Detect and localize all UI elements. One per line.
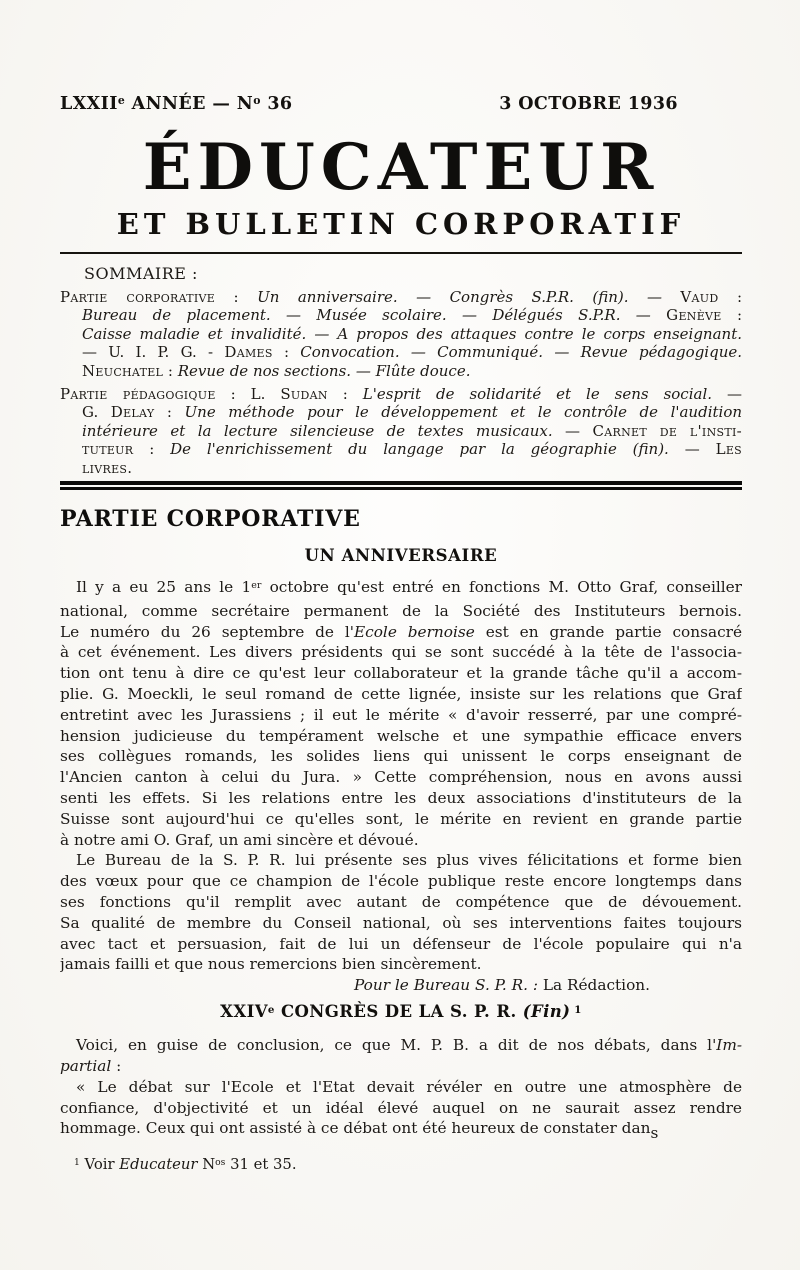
article-subheading: UN ANNIVERSAIRE xyxy=(304,546,498,566)
issue-number: LXXIIe ANNÉE — $N^o$ 36 xyxy=(60,94,293,114)
text-line: plie. G. Moeckli, le seul romand de cette lignée, insiste sur les relations que Graf xyxy=(60,685,742,704)
text-line: Le numéro du 26 septembre de l'Ecole bernoise est en grande partie consacré xyxy=(60,622,742,641)
text-line: Neuchatel : Revue de nos sections. — Flûte douce. xyxy=(82,361,471,380)
sommaire-section xyxy=(60,265,742,478)
text-line: Le Bureau de la S. P. R. lui présente ses plus vives félicitations et forme bien xyxy=(76,851,742,870)
text-line: Sa qualité de membre du Conseil national, où ses interventions faites toujours xyxy=(60,913,742,932)
paragraph-congress-intro xyxy=(60,1035,742,1077)
text-line: tion ont tenu à dire ce qu'est leur collaborateur et la grande tâche qu'il a accom- xyxy=(60,664,742,683)
text-line: hommage. Ceux qui ont assisté à ce débat ont été heureux de constater dans xyxy=(60,1119,659,1140)
paragraph-congress-quote xyxy=(60,1077,742,1139)
sommaire-label: SOMMAIRE : xyxy=(84,264,198,283)
paragraph-anniversaire-2 xyxy=(60,850,742,975)
text-line: — U. I. P. G. - Dames : Convocation. — Communiqué. — Revue pédagogique. xyxy=(82,343,742,362)
text-line: intérieure et la lecture silencieuse de textes musicaux. — Carnet de l'insti- xyxy=(82,421,742,440)
journal-subtitle: ET BULLETIN CORPORATIF xyxy=(116,207,686,241)
text-line: national, comme secrétaire permanent de la Société des Instituteurs bernois. xyxy=(60,601,742,620)
double-rule xyxy=(60,481,742,491)
footnote: $^1$ Voir Educateur $N^{os}$ 31 et 35. xyxy=(74,1156,297,1174)
issue-date: 3 OCTOBRE 1936 xyxy=(499,94,678,114)
signature-line: Pour le Bureau S. P. R. : La Rédaction. xyxy=(354,976,650,995)
text-line: Bureau de placement. — Musée scolaire. — Délégués S.P.R. — Genève : xyxy=(82,306,742,325)
paragraph-anniversaire-1 xyxy=(60,577,742,850)
text-line: Il y a eu 25 ans le 1er octobre qu'est entré en fonctions M. Otto Graf, conseiller xyxy=(76,578,742,597)
text-line: Suisse sont aujourd'hui ce qu'elles sont, le mérite en revient en grande partie xyxy=(60,809,742,828)
text-line: ses fonctions qu'il remplit avec autant de compétence que de dévouement. xyxy=(60,892,742,911)
section-heading: PARTIE CORPORATIVE xyxy=(60,506,361,533)
text-line: à cet événement. Les divers présidents qui se sont succédé à la tête de l'associa- xyxy=(60,643,742,662)
masthead-row xyxy=(60,94,742,114)
sommaire-entry-pedagogique xyxy=(60,385,742,478)
text-line: entretint avec les Jurassiens ; il eut le mérite « d'avoir resserré, par une compré- xyxy=(60,705,742,724)
text-line: Partie corporative : Un anniversaire. — Congrès S.P.R. (fin). — Vaud : xyxy=(60,287,742,306)
article-body xyxy=(60,577,742,1178)
text-line: hension judicieuse du tempérament welsche et une sympathie efficace envers xyxy=(60,726,742,745)
text-line: ses collègues romands, les solides liens qui unissent le corps enseignant de xyxy=(60,747,742,766)
text-line: Partie pédagogique : L. Sudan : L'esprit de solidarité et le sens social. — xyxy=(60,384,742,403)
congress-heading: XXIVe CONGRÈS DE LA S. P. R. (Fin) $^1$ xyxy=(220,1002,582,1022)
text-line: des vœux pour que ce champion de l'école publique reste encore longtemps dans xyxy=(60,872,742,891)
text-line: « Le débat sur l'Ecole et l'Etat devait révéler en outre une atmosphère de xyxy=(76,1077,742,1096)
text-line: à notre ami O. Graf, un ami sincère et dévoué. xyxy=(60,830,419,849)
text-line: livres. xyxy=(82,458,133,477)
text-line: partial : xyxy=(60,1056,122,1075)
text-line: Caisse maladie et invalidité. — A propos des attaques contre le corps enseignant. xyxy=(82,324,742,343)
text-line: avec tact et persuasion, fait de lui un défenseur de l'école populaire qui n'a xyxy=(60,934,742,953)
text-line: tuteur : De l'enrichissement du langage par la géographie (fin). — Les xyxy=(82,440,742,459)
text-line: Voici, en guise de conclusion, ce que M. P. B. a dit de nos débats, dans l'Im- xyxy=(76,1036,742,1055)
text-line: jamais failli et que nous remercions bien sincèrement. xyxy=(60,955,482,974)
text-line: l'Ancien canton à celui du Jura. » Cette compréhension, nous en avons aussi xyxy=(60,768,742,787)
text-line: G. Delay : Une méthode pour le développement et le contrôle de l'audition xyxy=(82,403,742,422)
journal-title: ÉDUCATEUR xyxy=(142,130,660,205)
single-rule xyxy=(60,252,742,254)
text-line: confiance, d'objectivité et un idéal élevé auquel on ne saurait assez rendre xyxy=(60,1098,742,1117)
sommaire-entry-corporative xyxy=(60,288,742,381)
text-line: senti les effets. Si les relations entre les deux associations d'instituteurs de la xyxy=(60,789,742,807)
